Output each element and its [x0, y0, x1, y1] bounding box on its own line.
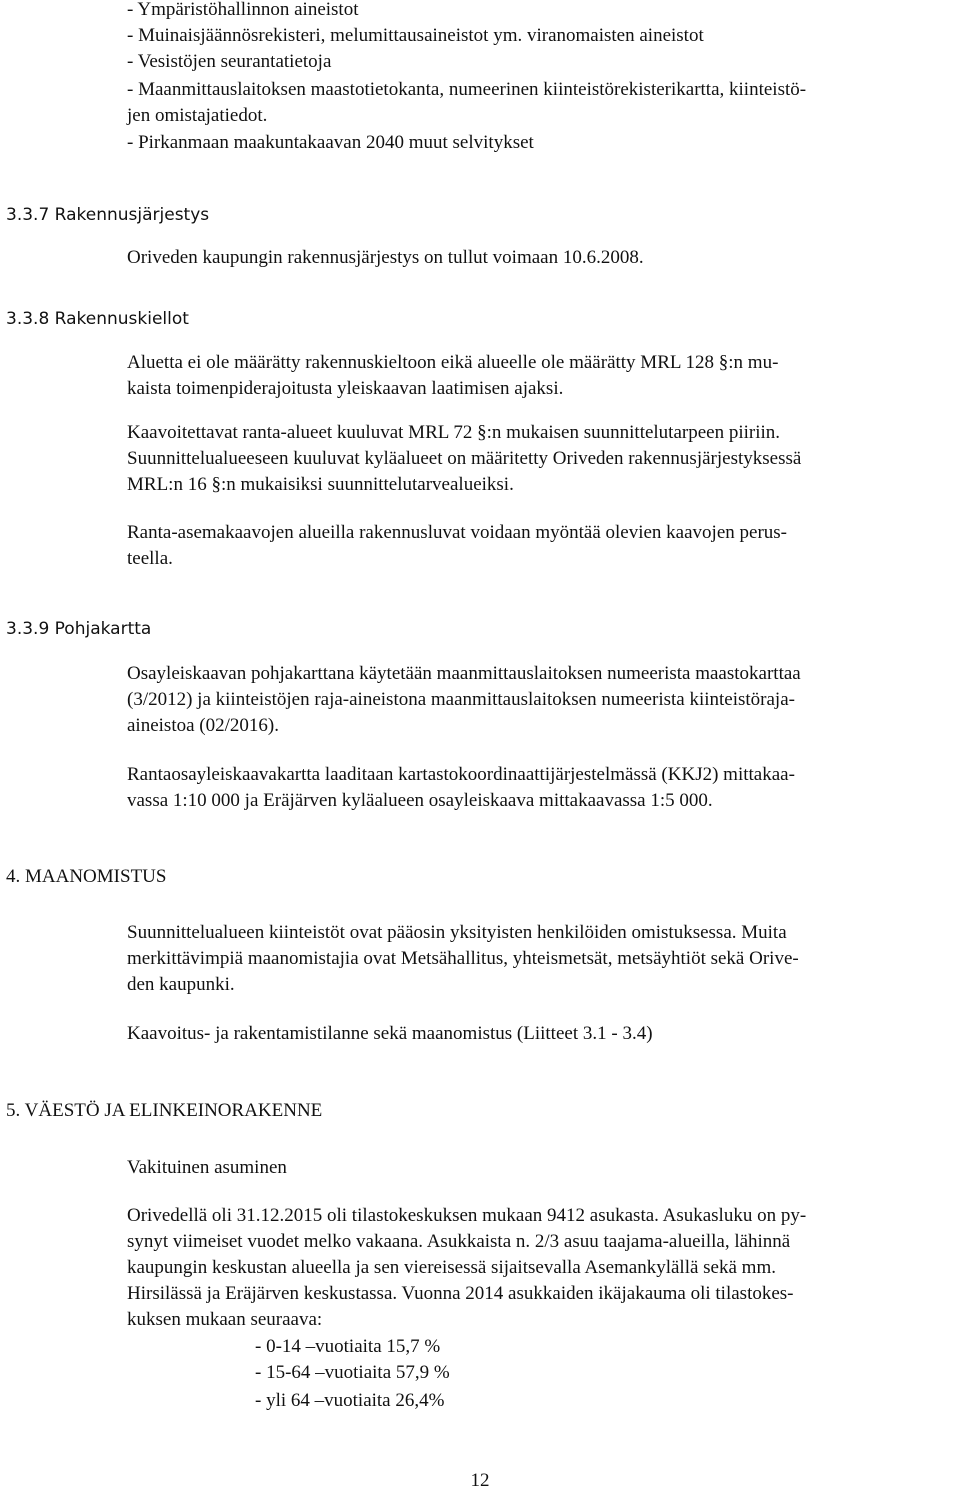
attachment-reference: Kaavoitus- ja rakentamistilanne sekä maanomistus (Liitteet 3.1 - 3.4) — [127, 1023, 653, 1044]
paragraph-line: vassa 1:10 000 ja Eräjärven kyläalueen osayleiskaava mittakaavassa 1:5 000. — [127, 790, 713, 811]
section-heading-4: 4. MAANOMISTUS — [6, 866, 167, 887]
paragraph-line: Suunnittelualueeseen kuuluvat kyläalueet on määritetty Oriveden rakennusjärjestyksessä — [127, 448, 802, 469]
list-item: - Maanmittauslaitoksen maastotietokanta, numeerinen kiinteistörekisterikartta, kiinteistö- — [127, 79, 807, 100]
paragraph-line: Orivedellä oli 31.12.2015 oli tilastokeskuksen mukaan 9412 asukasta. Asukasluku on py- — [127, 1205, 807, 1226]
list-item: - Pirkanmaan maakuntakaavan 2040 muut selvitykset — [127, 132, 534, 153]
paragraph-line: MRL:n 16 §:n mukaisiksi suunnittelutarvealueiksi. — [127, 474, 514, 495]
paragraph — [127, 661, 953, 739]
paragraph — [127, 420, 953, 498]
paragraph-line: aineistoa (02/2016). — [127, 715, 279, 736]
section-heading-3-3-7: 3.3.7 Rakennusjärjestys — [6, 205, 210, 225]
paragraph-line: Aluetta ei ole määrätty rakennuskieltoon eikä alueelle ole määrätty MRL 128 §:n mu- — [127, 352, 779, 373]
paragraph — [127, 920, 953, 998]
list-item: - 0-14 –vuotiaita 15,7 % — [255, 1336, 441, 1357]
section-heading-5: 5. VÄESTÖ JA ELINKEINORAKENNE — [6, 1100, 323, 1121]
paragraph-line: kuksen mukaan seuraava: — [127, 1309, 323, 1330]
paragraph-line: Ranta-asemakaavojen alueilla rakennusluvat voidaan myöntää olevien kaavojen perus- — [127, 522, 787, 543]
paragraph-line: (3/2012) ja kiinteistöjen raja-aineistona maanmittauslaitoksen numeerista kiinteistöraja- — [127, 689, 795, 710]
paragraph-line: kaista toimenpiderajoitusta yleiskaavan laatimisen ajaksi. — [127, 378, 564, 399]
list-item: - yli 64 –vuotiaita 26,4% — [255, 1390, 445, 1411]
paragraph-line: kaupungin keskustan alueella ja sen viereisessä sijaitsevalla Asemankylällä sekä mm. — [127, 1257, 776, 1278]
paragraph-line: merkittävimpiä maanomistajia ovat Metsähallitus, yhteismetsät, metsäyhtiöt sekä Orive- — [127, 948, 799, 969]
section-heading-3-3-8: 3.3.8 Rakennuskiellot — [6, 309, 189, 329]
paragraph-line: Kaavoitettavat ranta-alueet kuuluvat MRL 72 §:n mukaisen suunnittelutarpeen piiriin. — [127, 422, 781, 443]
paragraph-line: Osayleiskaavan pohjakarttana käytetään maanmittauslaitoksen numeerista maastokarttaa — [127, 663, 801, 684]
page-number: 12 — [470, 1470, 490, 1491]
paragraph — [127, 1203, 953, 1333]
paragraph — [127, 350, 953, 402]
paragraph-line: synyt viimeiset vuodet melko vakaana. Asukkaista n. 2/3 asuu taajama-alueilla, lähinnä — [127, 1231, 791, 1252]
list-item: - 15-64 –vuotiaita 57,9 % — [255, 1362, 450, 1383]
list-item: - Vesistöjen seurantatietoja — [127, 51, 332, 72]
list-item: - Muinaisjäännösrekisteri, melumittausaineistot ym. viranomaisten aineistot — [127, 25, 704, 46]
paragraph-line: Rantaosayleiskaavakartta laaditaan kartastokoordinaattijärjestelmässä (KKJ2) mittakaa- — [127, 764, 795, 785]
list-item: jen omistajatiedot. — [127, 105, 268, 126]
subheading: Vakituinen asuminen — [127, 1157, 287, 1178]
section-heading-3-3-9: 3.3.9 Pohjakartta — [6, 619, 152, 639]
paragraph — [127, 520, 953, 572]
section-text-3-3-7: Oriveden kaupungin rakennusjärjestys on tullut voimaan 10.6.2008. — [127, 247, 644, 268]
paragraph — [127, 762, 953, 814]
paragraph-line: den kaupunki. — [127, 974, 235, 995]
list-item: - Ympäristöhallinnon aineistot — [127, 0, 359, 20]
paragraph-line: Hirsilässä ja Eräjärven keskustassa. Vuonna 2014 asukkaiden ikäjakauma oli tilastokes- — [127, 1283, 794, 1304]
paragraph-line: teella. — [127, 548, 173, 569]
paragraph-line: Suunnittelualueen kiinteistöt ovat pääosin yksityisten henkilöiden omistuksessa. Muita — [127, 922, 787, 943]
